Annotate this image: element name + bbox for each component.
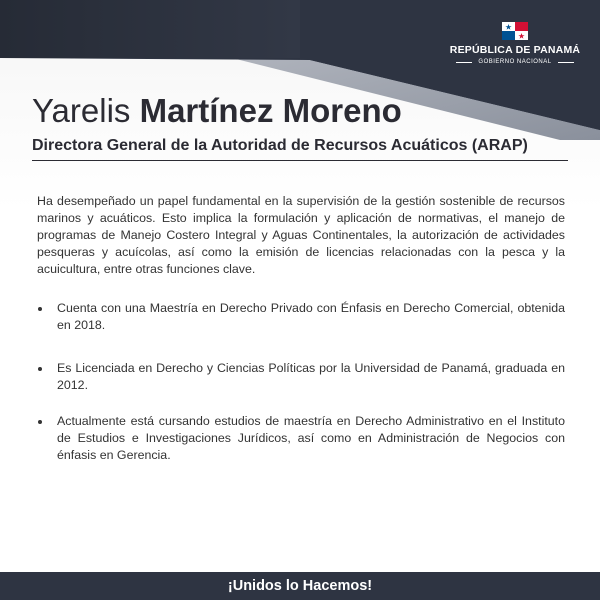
last-name: Martínez Moreno <box>139 92 402 129</box>
list-item: Cuenta con una Maestría en Derecho Privado con Énfasis en Derecho Comercial, obtenida en 2018. <box>37 300 565 334</box>
job-title: Directora General de la Autoridad de Recursos Acuáticos (ARAP) <box>32 137 528 154</box>
intro-paragraph: Ha desempeñado un papel fundamental en la supervisión de la gestión sostenible de recursos marinos y acuáticos. Esto implica la formulación y aplicación de normativas, el manejo de programas de Manejo Costero Integral y Aguas Continentales, la autorización de actividades pesqueras y acuícolas, así como la emisión de licencias relacionadas con la pesca y la acuicultura, entre otras funciones clave. <box>37 194 565 276</box>
country-name: REPÚBLICA DE PANAMÁ <box>449 44 581 56</box>
header-dark-left <box>0 0 300 58</box>
government-row <box>440 59 590 65</box>
divider <box>456 62 472 63</box>
person-name <box>32 94 402 127</box>
list-item: Es Licenciada en Derecho y Ciencias Políticas por la Universidad de Panamá, graduada en 2012. <box>37 360 565 394</box>
list-item: Actualmente está cursando estudios de maestría en Derecho Administrativo en el Instituto de Estudios e Investigaciones Jurídicos, así como en Administración de Negocios con énfasis en Gerencia. <box>37 413 565 464</box>
government-emblem <box>440 22 590 65</box>
footer-banner <box>0 572 600 600</box>
first-name: Yarelis <box>32 92 131 129</box>
title-divider <box>32 160 568 161</box>
government-label: GOBIERNO NACIONAL <box>478 59 552 65</box>
slogan: ¡Unidos lo Hacemos! <box>227 578 373 594</box>
panama-flag-icon <box>502 22 528 40</box>
divider <box>558 62 574 63</box>
